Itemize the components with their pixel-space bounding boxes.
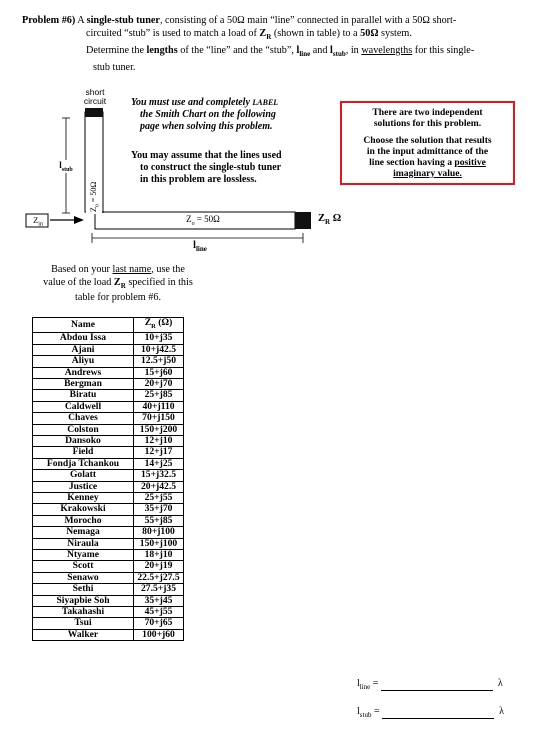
name-cell: Bergman <box>33 378 134 389</box>
short-label: short <box>85 87 105 97</box>
name-cell: Siyapbie Soh <box>33 595 134 606</box>
lline-answer: $l_{line}$ = λ <box>357 678 503 691</box>
table-row <box>33 470 184 481</box>
load-table <box>32 317 184 641</box>
table-row <box>33 493 184 504</box>
stub-impedance-label: $Z_o = 50\Omega$ <box>89 181 101 212</box>
table-row <box>33 561 184 572</box>
table-row <box>33 607 184 618</box>
problem-number: Problem #6) <box>22 15 76 26</box>
line-impedance-label: $Z_o = 50\Omega$ <box>186 214 220 227</box>
table-row <box>33 378 184 389</box>
name-cell: Kenney <box>33 493 134 504</box>
name-cell: Nemaga <box>33 527 134 538</box>
name-cell: Morocho <box>33 515 134 526</box>
table-row <box>33 629 184 640</box>
zr-cell: 35+j70 <box>134 504 184 515</box>
lstub-symbol: $l_{stub}$ <box>330 45 346 59</box>
load-block <box>295 212 311 229</box>
lstub-answer: $l_{stub}$ = λ <box>357 706 504 719</box>
name-cell: Takahashi <box>33 607 134 618</box>
name-cell: Fondja Tchankou <box>33 458 134 469</box>
table-row <box>33 401 184 412</box>
problem-text: stub tuner. <box>93 62 136 74</box>
zr-cell: 35+j45 <box>134 595 184 606</box>
problem-text: system. <box>378 28 412 39</box>
problem-text-bold: single-stub tuner <box>86 15 160 26</box>
zr-cell: 40+j110 <box>134 401 184 412</box>
name-cell: Senawo <box>33 572 134 583</box>
zr-cell: 22.5+j27.5 <box>134 572 184 583</box>
name-cell: Caldwell <box>33 401 134 412</box>
zin-label: $Z_{in}$ <box>33 215 43 228</box>
name-cell: Tsui <box>33 618 134 629</box>
table-row <box>33 481 184 492</box>
zr-cell: 45+j55 <box>134 607 184 618</box>
short-circuit-cap <box>85 108 103 117</box>
table-row <box>33 584 184 595</box>
arrow-head-icon <box>74 216 84 224</box>
header-zr: $Z_R$ (Ω) <box>134 318 184 333</box>
name-cell: Niraula <box>33 538 134 549</box>
zr-cell: 10+j35 <box>134 333 184 344</box>
table-row <box>33 390 184 401</box>
table-row <box>33 515 184 526</box>
problem-text: , consisting of a 50Ω main “line” connected in parallel with a 50Ω short- <box>159 15 457 26</box>
zr-cell: 15+j60 <box>134 367 184 378</box>
table-row <box>33 527 184 538</box>
lline-label: $l_{line}$ <box>185 240 215 253</box>
zr-cell: 150+j100 <box>134 538 184 549</box>
name-cell: Field <box>33 447 134 458</box>
zr-cell: 15+j32.5 <box>134 470 184 481</box>
name-cell: Golatt <box>33 470 134 481</box>
wavelengths-text: wavelengths <box>361 45 413 57</box>
zr-cell: 12.5+j50 <box>134 356 184 367</box>
problem-text: , in <box>345 45 362 57</box>
zr-cell: 80+j100 <box>134 527 184 538</box>
name-cell: Abdou Issa <box>33 333 134 344</box>
circuit-label: circuit <box>83 96 107 106</box>
zr-cell: 25+j55 <box>134 493 184 504</box>
zr-cell: 14+j25 <box>134 458 184 469</box>
zr-cell: 25+j85 <box>134 390 184 401</box>
zr-cell: 70+j150 <box>134 413 184 424</box>
name-cell: Biratu <box>33 390 134 401</box>
zr-symbol: $Z_R$ <box>259 28 272 42</box>
problem-text: circuited “stub” is used to match a load of <box>86 28 260 39</box>
zr-cell: 10+j42.5 <box>134 344 184 355</box>
name-cell: Dansoko <box>33 435 134 446</box>
lossless-note: You may assume that the lines used to construct the single-stub tuner in this problem are lossless. <box>131 150 282 185</box>
zr-cell: 20+j42.5 <box>134 481 184 492</box>
lline-symbol: $l_{line}$ <box>296 45 311 59</box>
name-cell: Aliyu <box>33 356 134 367</box>
problem-text-bold: lengths <box>146 45 178 57</box>
table-row <box>33 344 184 355</box>
lstub-answer-field[interactable] <box>382 709 494 719</box>
problem-text: of the “line” and the “stub”, <box>177 45 297 57</box>
table-row <box>33 538 184 549</box>
zr-cell: 150+j200 <box>134 424 184 435</box>
zr-load-label: $Z_R$ Ω <box>318 213 342 227</box>
name-cell: Andrews <box>33 367 134 378</box>
table-row <box>33 595 184 606</box>
problem-text: (shown in table) to a <box>271 28 361 39</box>
zr-cell: 20+j19 <box>134 561 184 572</box>
name-cell: Walker <box>33 629 134 640</box>
zr-cell: 18+j10 <box>134 550 184 561</box>
name-cell: Sethi <box>33 584 134 595</box>
table-row <box>33 504 184 515</box>
name-cell: Ajani <box>33 344 134 355</box>
lline-answer-field[interactable] <box>381 681 493 691</box>
table-row <box>33 572 184 583</box>
problem-text: for this single- <box>412 45 475 57</box>
name-cell: Krakowski <box>33 504 134 515</box>
name-cell: Chaves <box>33 413 134 424</box>
zr-cell: 27.5+j35 <box>134 584 184 595</box>
zr-cell: 12+j17 <box>134 447 184 458</box>
smith-chart-note: You must use and completely LABEL the Smith Chart on the following page when solving this problem. <box>131 97 279 132</box>
name-cell: Ntyame <box>33 550 134 561</box>
zr-cell: 100+j60 <box>134 629 184 640</box>
zr-cell: 70+j65 <box>134 618 184 629</box>
problem-text: A <box>75 15 87 26</box>
system-impedance: 50Ω <box>360 28 379 39</box>
table-row <box>33 447 184 458</box>
table-row <box>33 413 184 424</box>
table-row <box>33 550 184 561</box>
name-cell: Justice <box>33 481 134 492</box>
problem-text: Determine the <box>86 45 147 57</box>
table-row <box>33 424 184 435</box>
problem-text: and <box>310 45 331 57</box>
name-cell: Scott <box>33 561 134 572</box>
table-row <box>33 458 184 469</box>
lstub-label: $l_{stub}$ <box>56 160 76 173</box>
table-row <box>33 333 184 344</box>
solution-note-box: There are two independent solutions for this problem. Choose the solution that results in the input admittance of the line section having a positive imaginary value. <box>340 101 515 185</box>
table-instructions: Based on your last name, use the value of the load $Z_R$ specified in this table for problem #6. <box>43 264 193 304</box>
table-row <box>33 618 184 629</box>
table-row <box>33 356 184 367</box>
zr-cell: 55+j85 <box>134 515 184 526</box>
header-name: Name <box>33 318 134 333</box>
table-row <box>33 367 184 378</box>
table-header-row <box>33 318 184 333</box>
table-row <box>33 435 184 446</box>
name-cell: Colston <box>33 424 134 435</box>
zr-cell: 20+j70 <box>134 378 184 389</box>
zr-cell: 12+j10 <box>134 435 184 446</box>
